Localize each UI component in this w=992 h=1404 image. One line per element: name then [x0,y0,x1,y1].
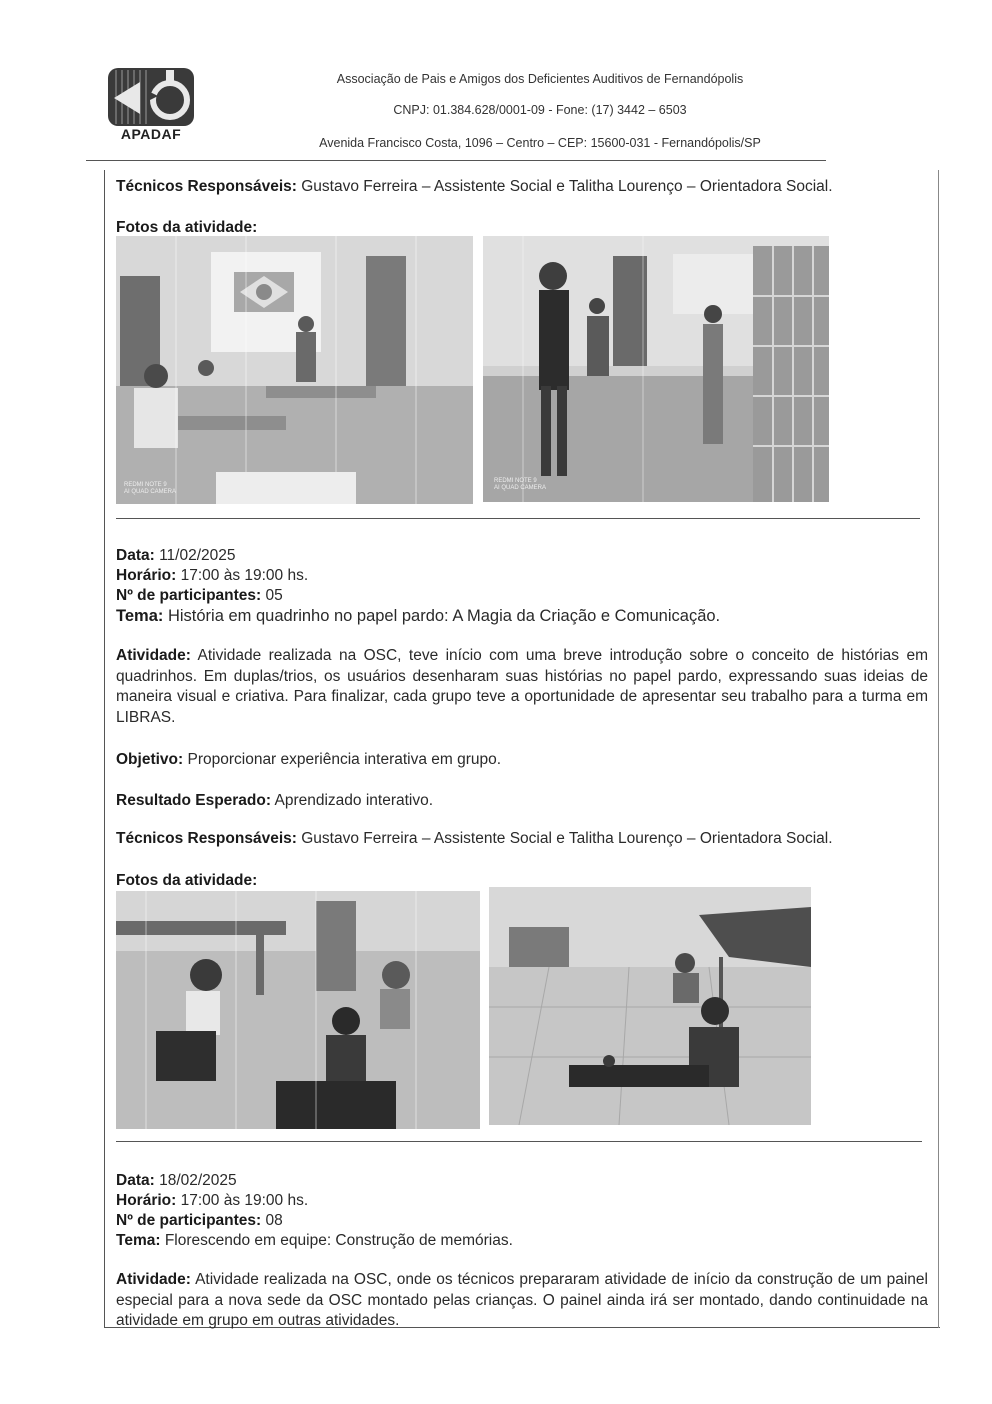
participantes-line-1: Nº de participantes: 05 [116,587,283,604]
camera-stamp-1: REDMI NOTE 9 AI QUAD CAMERA [124,482,177,495]
fotos-heading-1: Fotos da atividade: [116,219,258,236]
section-divider-1 [116,518,920,519]
activity-photo-classroom [116,236,473,504]
participantes-line-2: Nº de participantes: 08 [116,1212,283,1229]
resultado-line: Resultado Esperado: Aprendizado interativo. [116,792,434,809]
data-line-2: Data: 18/02/2025 [116,1172,237,1189]
tecnicos-line-1 [116,178,833,196]
header-rule [86,160,826,161]
activity-photo-table-room [489,887,811,1125]
camera-stamp-2: REDMI NOTE 9 AI QUAD CAMERA [494,478,547,491]
horario-line-2: Horário: 17:00 às 19:00 hs. [116,1192,309,1209]
activity-photo-floor-group [116,891,480,1129]
tema-line-1: Tema: História em quadrinho no papel pardo: A Magia da Criação e Comunicação. [116,607,721,625]
fotos-heading-2: Fotos da atividade: [116,872,258,889]
horario-line-1: Horário: 17:00 às 19:00 hs. [116,567,309,584]
tecnicos-line-2: Técnicos Responsáveis: Gustavo Ferreira – Assistente Social e Talitha Lourenço – Orientadora Social. [116,830,833,847]
tecnicos-value: Gustavo Ferreira – Assistente Social e Talitha Lourenço – Orientadora Social. [301,178,833,195]
address-line: Avenida Francisco Costa, 1096 – Centro – CEP: 15600-031 - Fernandópolis/SP [319,136,761,150]
cnpj-line: CNPJ: 01.384.628/0001-09 - Fone: (17) 3442 – 6503 [393,103,687,117]
logo-text: APADAF [120,126,182,142]
org-name: Associação de Pais e Amigos dos Deficientes Auditivos de Fernandópolis [336,72,744,86]
atividade-paragraph-2: Atividade: Atividade realizada na OSC, onde os técnicos prepararam atividade de início da construção de um painel especial para a nova sede da OSC montado pelas crianças. O painel ainda irá ser montado, dando continuidade na atividade em grupo em outras atividades. [116,1271,928,1329]
frame-right-border [938,170,939,1328]
data-line-1: Data: 11/02/2025 [116,547,236,564]
activity-photo-hallway [483,236,829,502]
tecnicos-label: Técnicos Responsáveis: [116,178,297,195]
objetivo-line: Objetivo: Proporcionar experiência interativa em grupo. [116,751,502,768]
tema-line-2: Tema: Florescendo em equipe: Construção de memórias. [116,1232,513,1249]
section-divider-2 [116,1141,922,1142]
frame-left-border [104,170,105,1328]
atividade-paragraph-1: Atividade: Atividade realizada na OSC, teve início com uma breve introdução sobre o conceito de histórias em quadrinhos. Em duplas/trios, os usuários desenharam suas histórias no papel pardo, expressando suas ideias de maneira visual e criativa. Para finalizar, cada grupo teve a oportunidade de apresentar seu trabalho para a turma em LIBRAS. [116,647,928,726]
